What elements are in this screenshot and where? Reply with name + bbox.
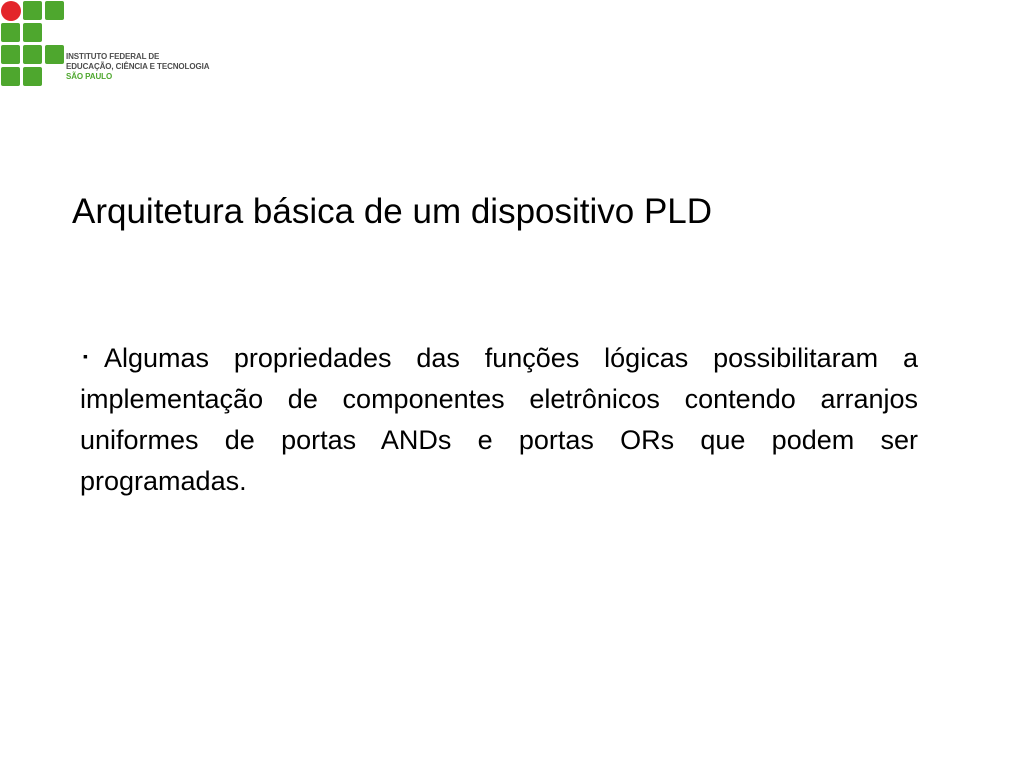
logo-line-1: INSTITUTO FEDERAL DE: [66, 52, 160, 61]
bullet-item: [80, 336, 918, 502]
slide-title: Arquitetura básica de um dispositivo PLD: [72, 192, 713, 231]
logo-line-3: SÃO PAULO: [66, 72, 113, 81]
logo-wordmark: [66, 52, 209, 82]
bullet-text: Algumas propriedades das funções lógicas possibilitaram a implementação de componentes eletrônicos contendo arranjos uniformes de portas ANDs e portas ORs que podem ser programadas.: [80, 343, 918, 496]
logo-line-2: EDUCAÇÃO, CIÊNCIA E TECNOLOGIA: [66, 62, 210, 71]
logo-mark-icon: [0, 0, 66, 88]
institution-logo: [0, 0, 230, 92]
square-bullet-icon: ▪: [83, 348, 88, 364]
